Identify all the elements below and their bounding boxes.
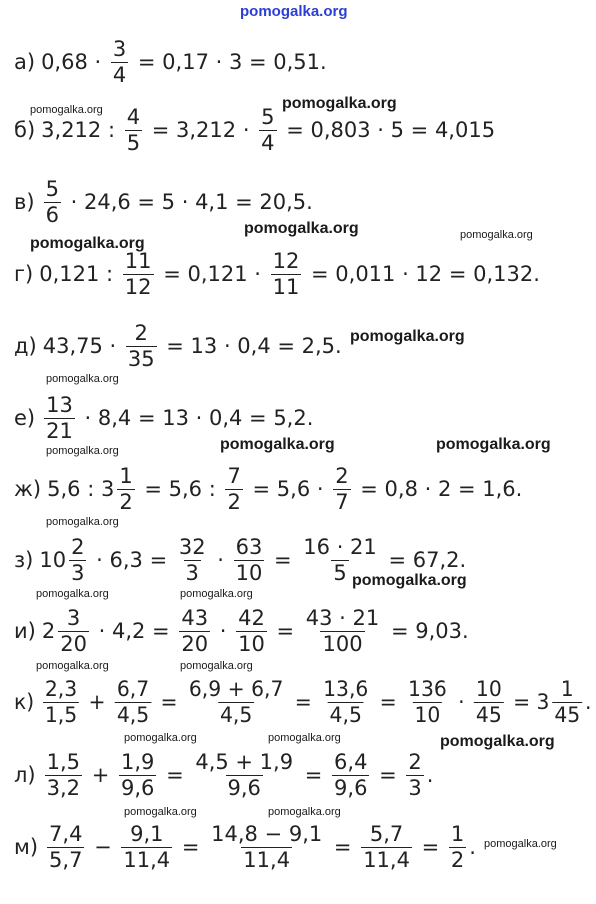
math-text: = 67,2. [381, 548, 467, 572]
fraction [44, 394, 75, 441]
fraction [193, 751, 295, 798]
math-text: = [373, 690, 404, 714]
math-text: 10 [39, 548, 67, 572]
fraction-denominator: 4,5 [116, 702, 150, 727]
math-text: = [298, 763, 330, 787]
fraction-numerator: 2,3 [44, 677, 78, 702]
fraction-denominator: 9,6 [334, 775, 368, 800]
fraction-numerator: 2 [134, 321, 148, 346]
fraction-numerator: 4 [126, 105, 141, 130]
fraction [406, 678, 449, 725]
fraction-denominator: 5,7 [49, 847, 83, 872]
math-text: · [451, 690, 472, 714]
fraction-denominator: 3 [408, 775, 422, 800]
equation-label: б) [14, 118, 36, 142]
equation-i [14, 599, 469, 663]
watermark: pomogalka.org [220, 436, 335, 453]
fraction-denominator: 10 [235, 560, 263, 585]
watermark: pomogalka.org [460, 229, 533, 241]
fraction [332, 751, 369, 798]
fraction [406, 751, 423, 798]
math-text: · [210, 548, 231, 572]
fraction-numerator: 3 [112, 37, 127, 62]
fraction-denominator: 2 [119, 489, 133, 514]
math-text: = 0,121 · [156, 262, 268, 286]
math-text: = [327, 835, 359, 859]
math-text: = 3,212 · [145, 118, 257, 142]
math-text: + [85, 763, 116, 787]
math-text: 0,68 · [41, 50, 108, 74]
fraction-denominator: 11,4 [123, 847, 171, 872]
watermark: pomogalka.org [46, 445, 119, 457]
fraction [333, 465, 350, 512]
equation-label: м) [14, 835, 39, 859]
fraction-numerator: 16 · 21 [303, 535, 377, 560]
equation-label: а) [14, 50, 36, 74]
fraction [69, 536, 86, 583]
watermark: pomogalka.org [352, 572, 467, 589]
math-text: . [426, 763, 434, 787]
fraction [259, 106, 276, 153]
fraction-denominator: 12 [124, 274, 152, 299]
equation-k [14, 670, 592, 734]
watermark: pomogalka.org [282, 95, 397, 112]
equation-label: к) [14, 690, 35, 714]
watermark: pomogalka.org [268, 806, 341, 818]
fraction [209, 823, 324, 870]
math-text: = [267, 548, 299, 572]
math-text: = 0,011 · 12 = 0,132. [304, 262, 540, 286]
math-text: = [269, 619, 301, 643]
fraction-denominator: 6 [45, 202, 59, 227]
fraction-denominator: 2 [227, 489, 241, 514]
fraction-denominator: 2 [450, 847, 465, 872]
math-text: · 6,3 = [89, 548, 174, 572]
fraction-denominator: 4,5 [219, 702, 253, 727]
watermark: pomogalka.org [124, 806, 197, 818]
fraction-numerator: 12 [272, 249, 300, 274]
fraction-numerator: 1 [560, 677, 574, 702]
math-text: = 13 · 0,4 = 2,5. [159, 334, 342, 358]
fraction-numerator: 6,4 [334, 750, 368, 775]
fraction [126, 322, 157, 369]
math-text: 2 [41, 619, 56, 643]
math-text: = 0,17 · 3 = 0,51. [131, 50, 327, 74]
math-text: . [585, 690, 592, 714]
fraction-denominator: 21 [46, 418, 73, 443]
math-text: · 24,6 = 5 · 4,1 = 20,5. [63, 190, 313, 214]
fraction-numerator: 11 [124, 249, 152, 274]
math-text: = 9,03. [384, 619, 469, 643]
math-text: = [175, 835, 207, 859]
fraction-denominator: 4 [261, 130, 275, 155]
watermark: pomogalka.org [268, 732, 341, 744]
math-text: 3,212 : [41, 118, 122, 142]
watermark: pomogalka.org [46, 373, 119, 385]
fraction-numerator: 7,4 [49, 822, 83, 847]
fraction-numerator: 6,7 [116, 677, 150, 702]
math-text: = 5,6 · [245, 477, 331, 501]
fraction [47, 823, 84, 870]
fraction-denominator: 11,4 [363, 847, 410, 872]
equation-l [14, 743, 433, 807]
math-text: · [213, 619, 234, 643]
math-text: = [414, 835, 446, 859]
fraction [449, 823, 466, 870]
fraction-numerator: 1 [450, 822, 465, 847]
fraction [234, 536, 265, 583]
fraction [117, 465, 134, 512]
fraction-numerator: 7 [227, 464, 241, 489]
equation-d [14, 314, 342, 378]
math-text: 0,121 : [39, 262, 120, 286]
fraction [119, 751, 156, 798]
equation-label: л) [14, 763, 36, 787]
fraction-denominator: 35 [127, 346, 155, 371]
fraction [121, 823, 172, 870]
fraction-numerator: 2 [335, 464, 349, 489]
fraction-numerator: 5 [45, 177, 59, 202]
fraction-denominator: 10 [238, 631, 265, 656]
equation-label: з) [14, 548, 34, 572]
fraction-denominator: 20 [181, 631, 209, 656]
fraction-numerator: 63 [235, 535, 263, 560]
equation-label: и) [14, 619, 36, 643]
fraction-numerator: 10 [475, 677, 502, 702]
fraction-denominator: 9,6 [227, 775, 261, 800]
math-text: = 3 [506, 690, 550, 714]
fraction-numerator: 3 [66, 606, 81, 631]
watermark: pomogalka.org [180, 588, 253, 600]
fraction-denominator: 45 [475, 702, 502, 727]
fraction-denominator: 45 [554, 702, 581, 727]
watermark: pomogalka.org [436, 436, 551, 453]
fraction-numerator: 13 [46, 393, 73, 418]
fraction-denominator: 9,6 [120, 775, 155, 800]
equation-zh [14, 457, 522, 521]
fraction [111, 38, 128, 85]
fraction-numerator: 13,6 [323, 677, 369, 702]
fraction-numerator: 2 [71, 535, 85, 560]
watermark: pomogalka.org [46, 516, 119, 528]
watermark: pomogalka.org [36, 660, 109, 672]
watermark: pomogalka.org [36, 588, 109, 600]
fraction-denominator: 1,5 [44, 702, 78, 727]
equation-label: е) [14, 406, 36, 430]
fraction-denominator: 11 [272, 274, 300, 299]
fraction-numerator: 14,8 − 9,1 [211, 822, 323, 847]
fraction-denominator: 5 [333, 560, 347, 585]
fraction-denominator: 10 [414, 702, 441, 727]
fraction-numerator: 32 [178, 535, 206, 560]
math-text: = 0,803 · 5 = 4,015 [279, 118, 496, 142]
fraction [236, 607, 267, 654]
equation-a [14, 30, 327, 94]
equation-label: ж) [14, 477, 42, 501]
fraction-numerator: 1 [119, 464, 133, 489]
fraction-numerator: 6,9 + 6,7 [188, 677, 284, 702]
equation-label: г) [14, 262, 34, 286]
math-text: + [82, 690, 113, 714]
fraction-numerator: 42 [238, 606, 265, 631]
fraction-numerator: 43 [181, 606, 209, 631]
watermark: pomogalka.org [30, 235, 145, 252]
math-text: · 4,2 = [91, 619, 177, 643]
math-text: = 0,8 · 2 = 1,6. [353, 477, 523, 501]
fraction [125, 106, 142, 153]
fraction [123, 250, 154, 297]
equation-m [14, 815, 476, 879]
fraction-numerator: 43 · 21 [305, 606, 380, 631]
math-text: . [469, 835, 476, 859]
math-text: = [288, 690, 319, 714]
math-text: 5,6 : 3 [47, 477, 115, 501]
fraction-denominator: 20 [60, 631, 87, 656]
fraction-numerator: 5 [261, 105, 275, 130]
math-text: − [87, 835, 119, 859]
watermark: pomogalka.org [440, 733, 555, 750]
fraction [304, 607, 381, 654]
math-text: 43,75 · [42, 334, 123, 358]
fraction-denominator: 3 [71, 560, 85, 585]
watermark: pomogalka.org [124, 732, 197, 744]
fraction-numerator: 2 [408, 750, 422, 775]
fraction-numerator: 136 [408, 677, 447, 702]
fraction [187, 678, 285, 725]
fraction [552, 678, 582, 725]
fraction-numerator: 1,9 [120, 750, 155, 775]
fraction [115, 678, 151, 725]
watermark: pomogalka.org [484, 838, 557, 850]
math-text: = 5,6 : [137, 477, 223, 501]
fraction [321, 678, 370, 725]
math-text: = [159, 763, 191, 787]
fraction-denominator: 3 [185, 560, 199, 585]
fraction-denominator: 7 [335, 489, 349, 514]
watermark: pomogalka.org [244, 220, 359, 237]
fraction [179, 607, 210, 654]
fraction-numerator: 1,5 [46, 750, 81, 775]
fraction-denominator: 4 [112, 62, 127, 87]
fraction-denominator: 3,2 [46, 775, 81, 800]
fraction-denominator: 5 [126, 130, 141, 155]
fraction-denominator: 11,4 [243, 847, 291, 872]
fraction [361, 823, 412, 870]
watermark: pomogalka.org [30, 104, 103, 116]
fraction [271, 250, 302, 297]
fraction-denominator: 4,5 [329, 702, 362, 727]
fraction [44, 178, 61, 225]
equation-label: в) [14, 190, 35, 214]
watermark: pomogalka.org [350, 328, 465, 345]
fraction [474, 678, 504, 725]
watermark: pomogalka.org [240, 3, 348, 20]
math-text: · 8,4 = 13 · 0,4 = 5,2. [77, 406, 314, 430]
fraction [45, 751, 82, 798]
fraction-numerator: 9,1 [130, 822, 164, 847]
watermark: pomogalka.org [180, 660, 253, 672]
fraction [225, 465, 242, 512]
fraction [177, 536, 208, 583]
fraction-denominator: 100 [322, 631, 363, 656]
fraction [58, 607, 89, 654]
math-text: = [372, 763, 404, 787]
math-text: = [154, 690, 184, 714]
fraction-numerator: 4,5 + 1,9 [195, 750, 294, 775]
equation-label: д) [14, 334, 37, 358]
fraction-numerator: 5,7 [369, 822, 404, 847]
fraction [43, 678, 79, 725]
